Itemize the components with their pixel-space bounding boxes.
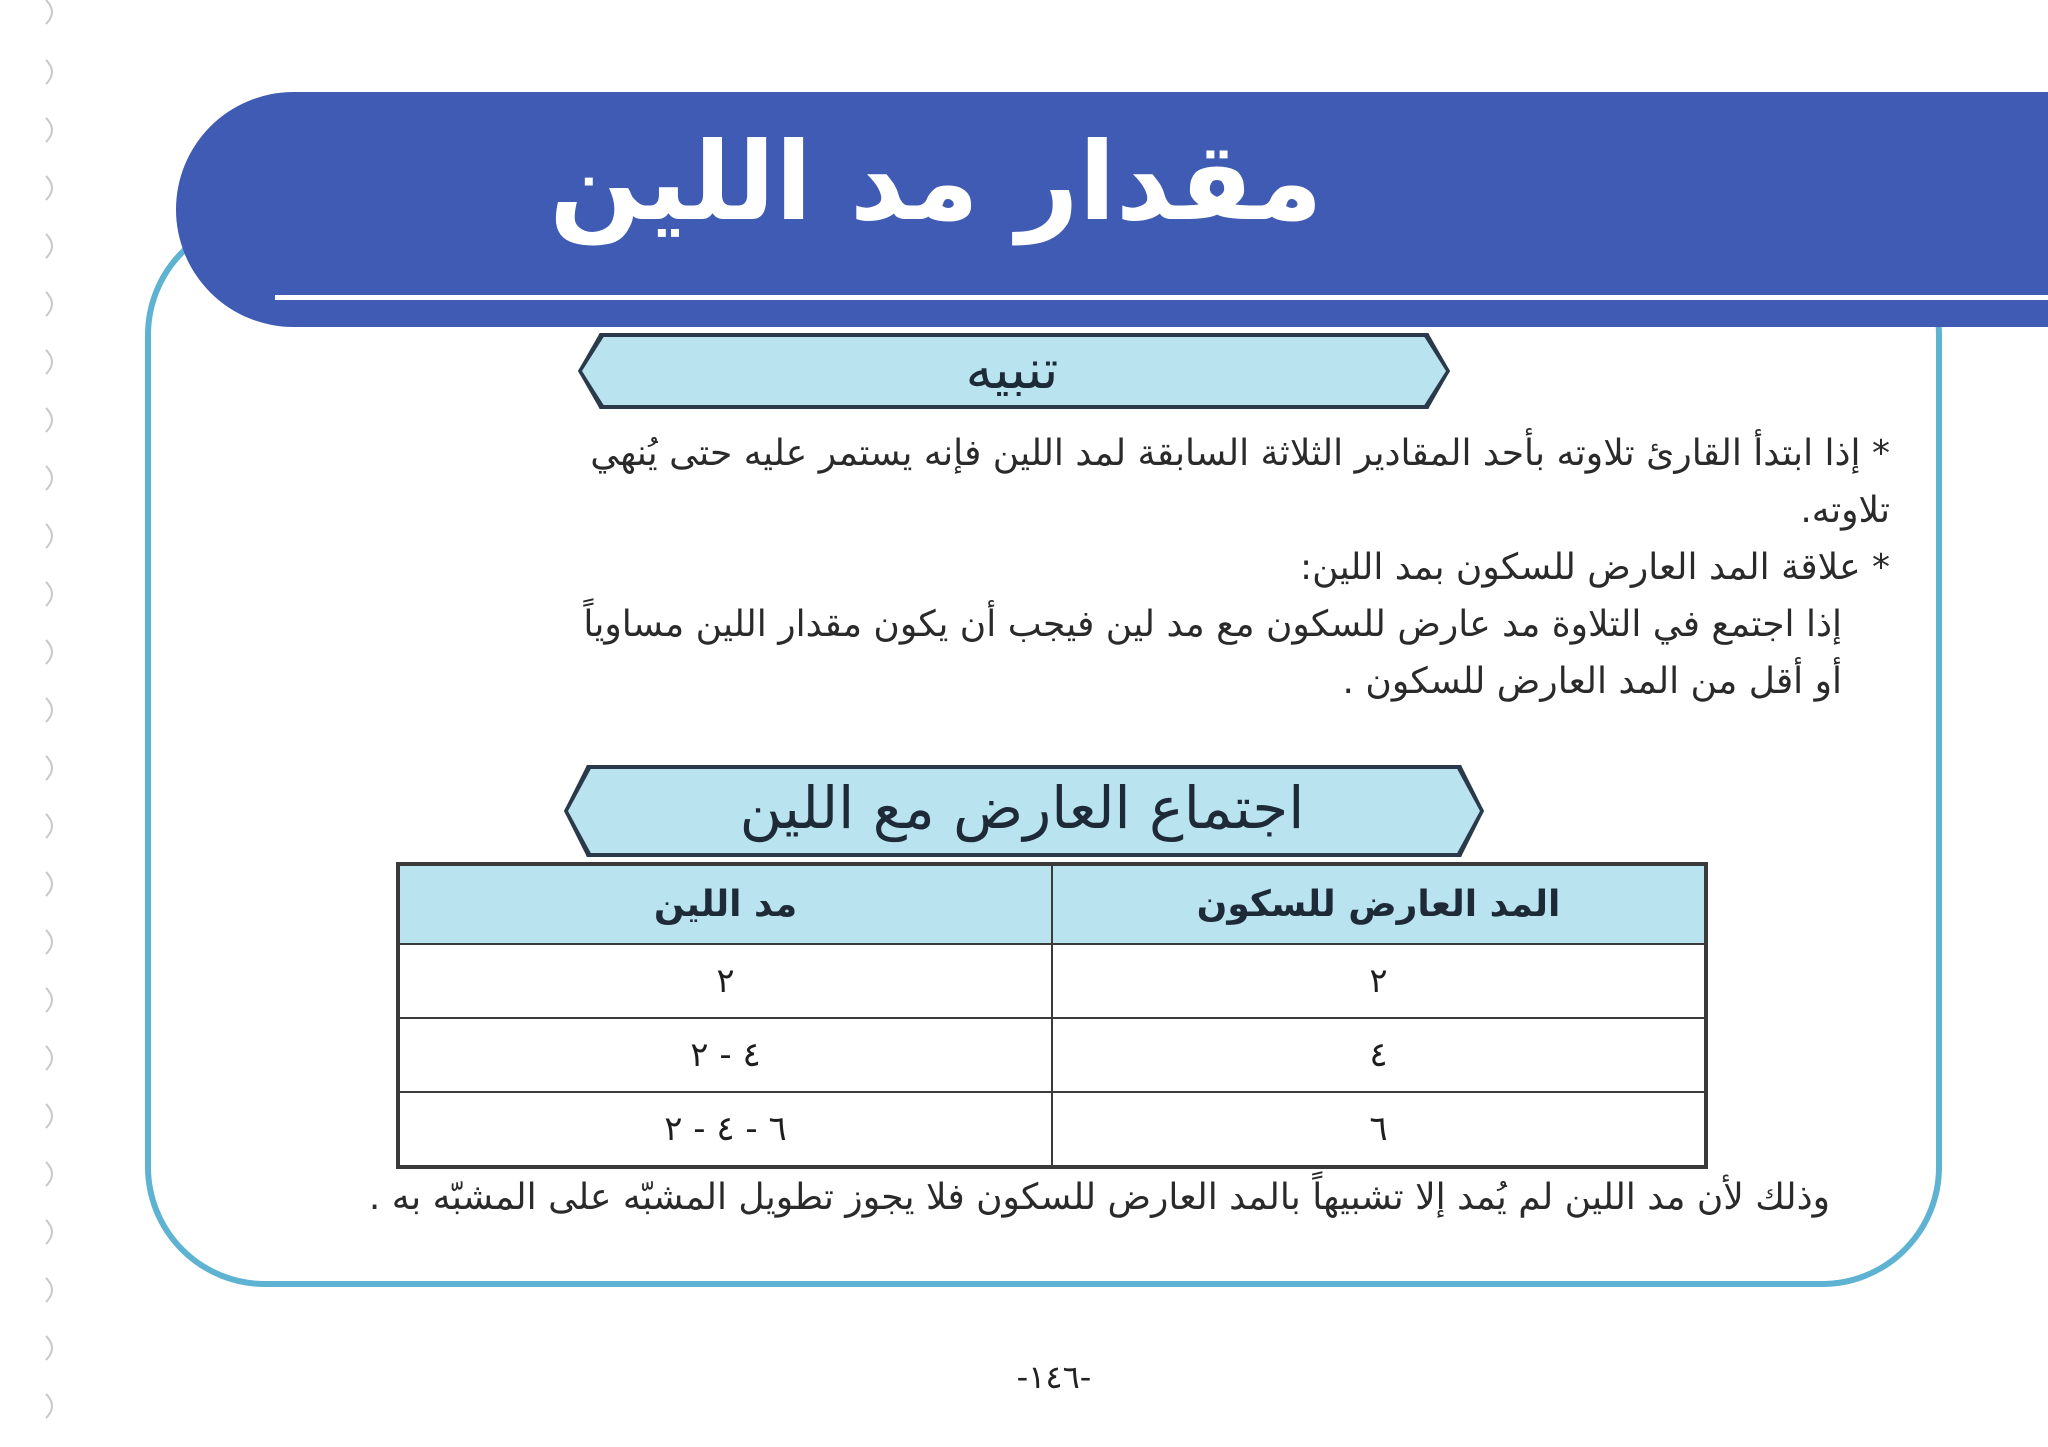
table-cell: ٢ (398, 944, 1052, 1018)
spiral-binding (18, 0, 78, 1447)
meeting-table-wrap (396, 862, 1708, 1154)
table-cell: ٤ - ٢ (398, 1018, 1052, 1092)
page-number: -١٤٦- (1016, 1358, 1092, 1396)
table-row (398, 1018, 1706, 1092)
note-body (560, 425, 1890, 710)
table-header-row (398, 864, 1706, 944)
footer-note: وذلك لأن مد اللين لم يُمد إلا تشبيهاً بالمد العارض للسكون فلا يجوز تطويل المشبّه على المشبّه به . (368, 1177, 1830, 1218)
table-cell: ٦ - ٤ - ٢ (398, 1092, 1052, 1167)
meeting-heading: اجتماع العارض مع اللين (739, 774, 1305, 842)
table-cell: ٢ (1052, 944, 1706, 1018)
note-detail: إذا اجتمع في التلاوة مد عارض للسكون مع مد لين فيجب أن يكون مقدار اللين مساوياً أو أقل من المد العارض للسكون . (583, 604, 1842, 702)
page-title: مقدار مد اللين (549, 120, 1323, 245)
table-cell: ٦ (1052, 1092, 1706, 1167)
table-cell: ٤ (1052, 1018, 1706, 1092)
meeting-table (396, 862, 1708, 1169)
column-header-leen: مد اللين (398, 864, 1052, 944)
table-row (398, 944, 1706, 1018)
column-header-aarid: المد العارض للسكون (1052, 864, 1706, 944)
title-underline (275, 295, 2048, 300)
note-item-2: * علاقة المد العارض للسكون بمد اللين: (1300, 547, 1890, 588)
note-item-1: * إذا ابتدأ القارئ تلاوته بأحد المقادير الثلاثة السابقة لمد اللين فإنه يستمر عليه حتى يُنهي تلاوته. (590, 433, 1890, 531)
note-heading: تنبيه (965, 338, 1059, 401)
table-row (398, 1092, 1706, 1167)
